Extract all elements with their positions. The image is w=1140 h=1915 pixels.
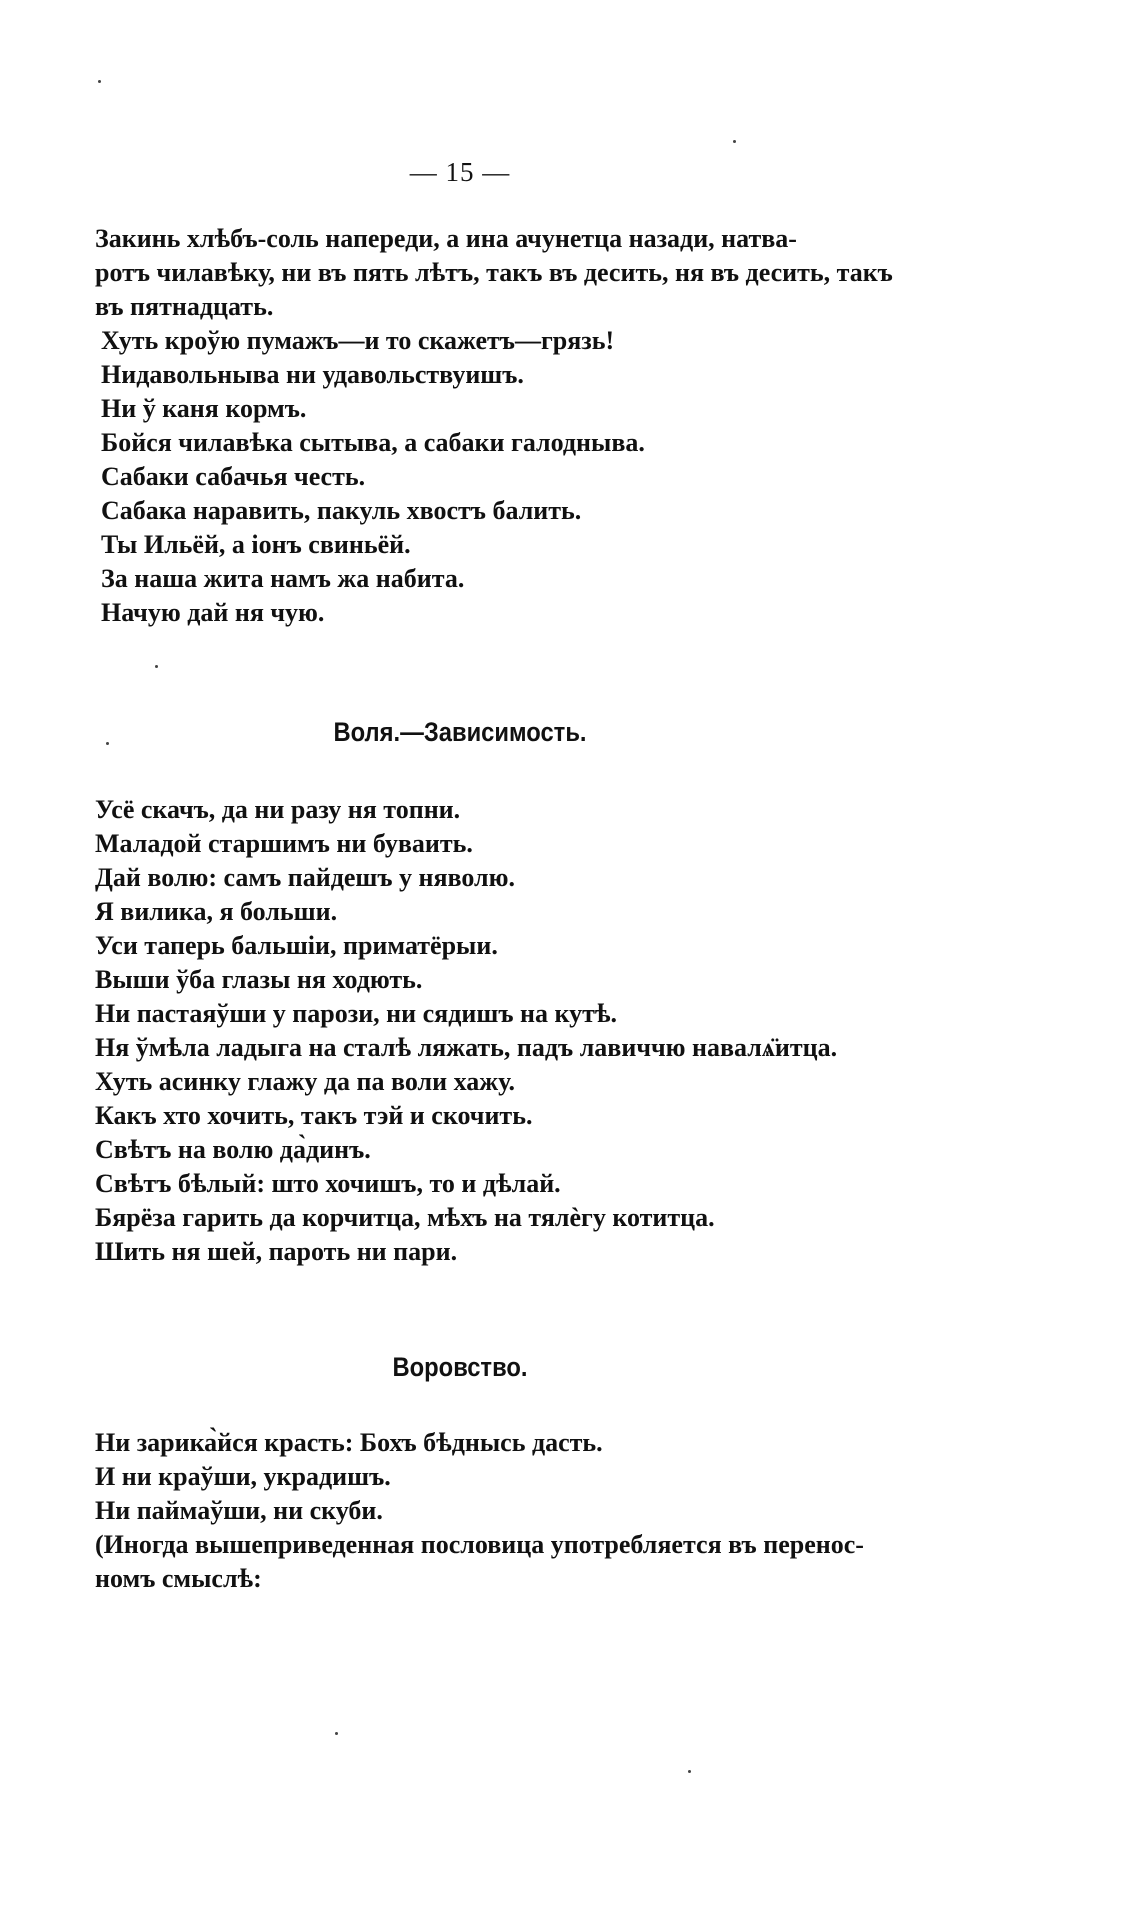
proverb-line: Свѣтъ на волю да̀динъ. xyxy=(95,1135,371,1164)
proverb-line: Ни паймаўши, ни скуби. xyxy=(95,1496,383,1525)
print-speck xyxy=(335,1732,338,1735)
proverb-line: Уси таперь бальшіи, приматёрыи. xyxy=(95,931,498,960)
proverb-line: Усё скачъ, да ни разу ня топни. xyxy=(95,795,461,824)
proverb-line: Начую дай ня чую. xyxy=(101,598,325,627)
proverb-line: Закинь хлѣбъ-соль напереди, а ина ачунетца назади, натва- xyxy=(95,224,797,253)
proverb-line: Сабака наравить, пакуль хвостъ балить. xyxy=(101,496,582,525)
proverb-line: Ни зарика̀йся красть: Бохъ бѣднысь дасть. xyxy=(95,1428,603,1457)
proverb-line: Дай волю: самъ пайдешъ у няволю. xyxy=(95,863,516,892)
intro-proverbs xyxy=(95,222,895,630)
proverb-line: Шить ня шей, пароть ни пари. xyxy=(95,1237,458,1266)
print-speck xyxy=(98,80,101,83)
proverb-line: Сабаки сабачья честь. xyxy=(101,462,366,491)
proverb-line: номъ смыслѣ: xyxy=(95,1564,262,1593)
proverb-line: Какъ хто хочить, такъ тэй и скочить. xyxy=(95,1101,533,1130)
proverb-line: Ня ўмѣла ладыга на сталѣ ляжать, падъ лавиччю навалѧ̈итца. xyxy=(95,1033,838,1062)
proverb-line: Бярёза гарить да корчитца, мѣхъ на тялѐгу котитца. xyxy=(95,1203,715,1232)
proverb-line: Хуть асинку глажу да па воли хажу. xyxy=(95,1067,515,1096)
proverb-line: (Иногда вышеприведенная пословица употребляется въ перенос- xyxy=(95,1530,864,1559)
proverb-line: За наша жита намъ жа набита. xyxy=(101,564,465,593)
proverb-line: Ты Ильёй, а іонъ свиньёй. xyxy=(101,530,411,559)
section-heading-volya: Воля.—Зависимость. xyxy=(333,717,587,747)
print-speck xyxy=(733,140,736,143)
print-speck xyxy=(155,665,158,668)
proverb-line: Выши ўба глазы ня ходють. xyxy=(95,965,423,994)
page-number: — 15 — xyxy=(409,157,511,187)
volya-proverbs xyxy=(95,793,895,1269)
proverb-line: Ни пастаяўши у парози, ни сядишъ на кутѣ. xyxy=(95,999,617,1028)
proverb-line: Я вилика, я больши. xyxy=(95,897,338,926)
print-speck xyxy=(106,742,109,745)
print-speck xyxy=(688,1770,691,1773)
proverb-line: Бойся чилавѣка сытыва, а сабаки галодныва. xyxy=(101,428,645,457)
proverb-line: Хуть кроўю пумажъ—и то скажетъ—грязь! xyxy=(101,326,615,355)
proverb-line: И ни краўши, украдишъ. xyxy=(95,1462,391,1491)
proverb-line: ротъ чилавѣку, ни въ пять лѣтъ, такъ въ десить, ня въ десить, такъ xyxy=(95,258,893,287)
proverb-line: Нидавольныва ни удавольствуишъ. xyxy=(101,360,524,389)
proverb-line: Свѣтъ бѣлый: што хочишъ, то и дѣлай. xyxy=(95,1169,561,1198)
section-heading-vorovstvo: Воровство. xyxy=(392,1352,528,1382)
vorovstvo-proverbs xyxy=(95,1426,895,1596)
proverb-line: Маладой старшимъ ни буваить. xyxy=(95,829,473,858)
proverb-line: Ни ў каня кормъ. xyxy=(101,394,307,423)
proverb-line: въ пятнадцать. xyxy=(95,292,274,321)
